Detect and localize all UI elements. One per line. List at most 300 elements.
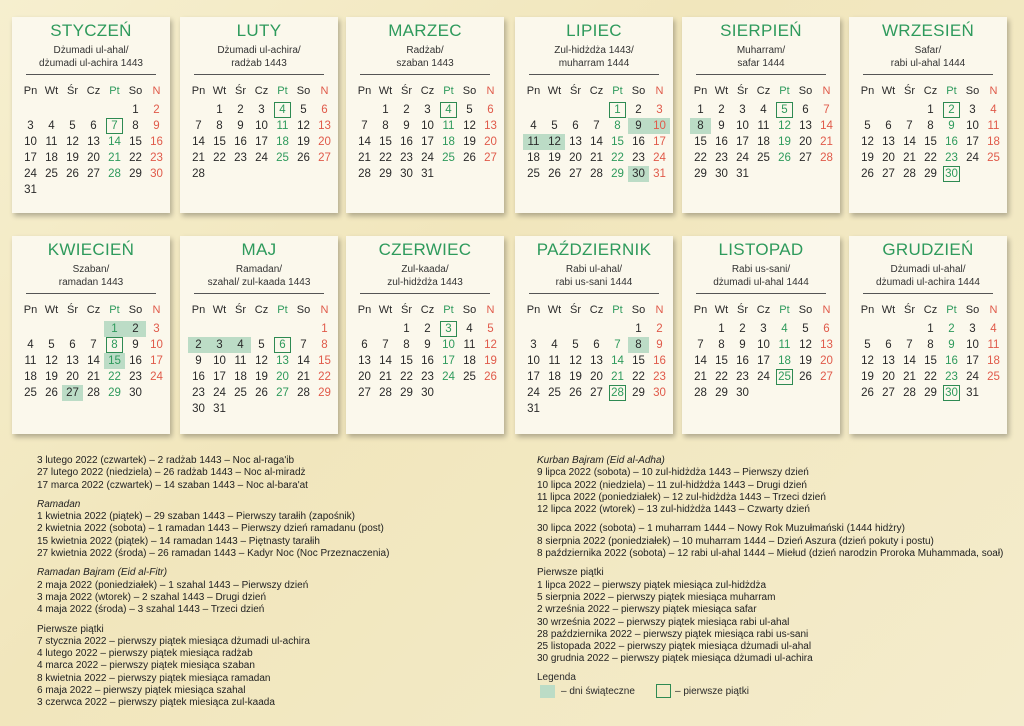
day-cell: 16	[715, 136, 728, 148]
weekday-label: N	[989, 304, 998, 316]
note-line: 4 maja 2022 (środa) – 3 szahal 1443 – Trzeci dzień	[37, 604, 265, 616]
day-cell: 1	[697, 104, 704, 116]
hijri-months	[180, 263, 338, 289]
day-cell: 21	[358, 152, 371, 164]
weekday-label: Śr	[401, 304, 412, 316]
day-cell: 21	[108, 152, 121, 164]
day-cell: 20	[358, 371, 371, 383]
day-cell: 29	[632, 387, 645, 399]
day-cell: 21	[87, 371, 100, 383]
empty-cell	[878, 102, 899, 118]
day-cell: 29	[611, 168, 624, 180]
day-cell: 13	[484, 120, 497, 132]
day-cell: 3	[760, 323, 767, 335]
day-cell: 12	[66, 136, 79, 148]
weekday-label: Pn	[191, 85, 206, 97]
empty-cell	[354, 102, 375, 118]
hijri-line-1: Muharram/	[736, 45, 786, 56]
day-cell: 15	[104, 353, 125, 369]
day-cell: 26	[45, 387, 58, 399]
weekday-label: N	[486, 85, 495, 97]
weekday-label: Śr	[904, 85, 915, 97]
empty-cell	[83, 102, 104, 118]
day-cell: 1	[927, 104, 934, 116]
day-cell: 13	[87, 136, 100, 148]
day-cell: 22	[715, 371, 728, 383]
hijri-line-2: radżab 1443	[231, 58, 287, 69]
day-cell: 16	[400, 136, 413, 148]
weekday-label: Śr	[235, 85, 246, 97]
day-cell: 12	[463, 120, 476, 132]
note-line: 6 maja 2022 – pierwszy piątek miesiąca szahal	[37, 685, 246, 697]
notes-left	[37, 455, 389, 710]
day-cell: 19	[484, 355, 497, 367]
month-name: LIPIEC	[566, 21, 622, 40]
day-cell: 10	[966, 120, 979, 132]
day-cell: 10	[966, 339, 979, 351]
day-cell: 24	[255, 152, 268, 164]
day-cell: 19	[463, 136, 476, 148]
day-cell: 20	[882, 152, 895, 164]
day-cell: 9	[132, 339, 139, 351]
day-cell: 1	[607, 102, 628, 118]
day-cell: 2	[125, 321, 146, 337]
hijri-months	[346, 263, 504, 289]
weekday-label: Cz	[420, 304, 435, 316]
note-line: 3 maja 2022 (wtorek) – 2 szahal 1443 – Drugi dzień	[37, 591, 267, 603]
day-cell: 11	[234, 355, 247, 367]
day-cell: 25	[442, 152, 455, 164]
empty-cell	[188, 102, 209, 118]
day-cell: 22	[400, 371, 413, 383]
weekday-label: Śr	[737, 85, 748, 97]
day-cell: 26	[861, 168, 874, 180]
day-cell: 30	[192, 403, 205, 415]
day-cell: 31	[213, 403, 226, 415]
day-cell: 1	[216, 104, 223, 116]
day-cell: 2	[941, 102, 962, 118]
note-line: 30 grudnia 2022 – pierwszy piątek miesiąca dżumadi ul-achira	[537, 653, 813, 665]
day-cell: 5	[487, 323, 494, 335]
day-cell: 4	[27, 339, 34, 351]
day-cell: 22	[318, 371, 331, 383]
hijri-line-1: Zul-hidżdża 1443/	[554, 45, 634, 56]
day-cell: 6	[885, 339, 892, 351]
day-cell: 16	[192, 371, 205, 383]
weekday-label: Pt	[946, 85, 957, 97]
day-cell: 9	[237, 120, 244, 132]
empty-cell	[544, 321, 565, 337]
month-card	[515, 17, 673, 213]
day-cell: 29	[924, 168, 937, 180]
day-cell: 18	[276, 136, 289, 148]
day-cell: 22	[632, 371, 645, 383]
empty-cell	[523, 102, 544, 118]
hijri-line-1: Radżab/	[406, 45, 444, 56]
weekday-label: N	[822, 85, 831, 97]
day-cell: 10	[213, 355, 226, 367]
weekday-label: Śr	[67, 85, 78, 97]
day-cell: 8	[216, 120, 223, 132]
note-line: Kurban Bajram (Eid al-Adha)	[537, 455, 665, 466]
day-cell: 23	[715, 152, 728, 164]
day-cell: 14	[108, 136, 121, 148]
day-cell: 25	[774, 369, 795, 385]
day-cell: 4	[272, 102, 293, 118]
day-cell: 11	[757, 120, 770, 132]
day-cell: 21	[820, 136, 833, 148]
day-cell: 25	[548, 387, 561, 399]
day-cell: 30	[421, 387, 434, 399]
weekday-label: Pt	[109, 304, 120, 316]
day-cell: 16	[945, 355, 958, 367]
legend-holiday-swatch	[540, 685, 555, 698]
day-cell: 14	[820, 120, 833, 132]
day-cell: 11	[276, 120, 289, 132]
day-cell: 31	[527, 403, 540, 415]
day-cell: 6	[90, 120, 97, 132]
day-cell: 29	[400, 387, 413, 399]
day-cell: 15	[379, 136, 392, 148]
weekday-label: Cz	[756, 304, 771, 316]
hijri-months	[180, 44, 338, 70]
note-line: 3 lutego 2022 (czwartek) – 2 radżab 1443 – Noc al-raga'ib	[37, 455, 295, 466]
day-cell: 30	[715, 168, 728, 180]
weekday-label: Wt	[44, 304, 59, 316]
day-cell: 5	[774, 102, 795, 118]
day-cell: 3	[739, 104, 746, 116]
empty-cell	[104, 102, 125, 118]
day-cell: 17	[213, 371, 226, 383]
month-card	[849, 17, 1007, 213]
weekday-label: So	[965, 304, 980, 316]
legend-title: Legenda	[537, 672, 576, 683]
day-cell: 23	[632, 152, 645, 164]
day-cell: 28	[607, 385, 628, 401]
spacer	[537, 516, 1003, 523]
day-cell: 8	[132, 120, 139, 132]
day-cell: 31	[736, 168, 749, 180]
day-cell: 24	[213, 387, 226, 399]
day-cell: 3	[438, 321, 459, 337]
note-line: 30 lipca 2022 (sobota) – 1 muharram 1444 – Nowy Rok Muzułmański (1444 hidżry)	[537, 523, 905, 535]
divider	[194, 74, 324, 75]
day-cell: 3	[969, 104, 976, 116]
empty-cell	[20, 321, 41, 337]
note-line: 7 stycznia 2022 – pierwszy piątek miesiąca dżumadi ul-achira	[37, 635, 310, 647]
day-cell: 23	[945, 152, 958, 164]
day-cell: 11	[45, 136, 58, 148]
day-cell: 15	[694, 136, 707, 148]
day-cell: 28	[192, 168, 205, 180]
empty-cell	[565, 102, 586, 118]
day-cell: 10	[736, 120, 749, 132]
month-card	[346, 17, 504, 213]
day-cell: 2	[718, 104, 725, 116]
day-cell: 11	[463, 339, 476, 351]
empty-cell	[899, 321, 920, 337]
day-cell: 9	[153, 120, 160, 132]
day-cell: 13	[590, 355, 603, 367]
day-cell: 23	[653, 371, 666, 383]
day-cell: 30	[129, 387, 142, 399]
day-cell: 7	[104, 118, 125, 134]
day-cell: 2	[403, 104, 410, 116]
note-line: 5 sierpnia 2022 – pierwszy piątek miesiąca muharram	[537, 591, 776, 603]
weekday-label: Śr	[235, 304, 246, 316]
month-name: GRUDZIEŃ	[882, 240, 974, 259]
weekday-label: Pn	[357, 304, 372, 316]
legend-holiday-label: – dni świąteczne	[561, 686, 635, 697]
day-cell: 10	[442, 339, 455, 351]
day-cell: 20	[569, 152, 582, 164]
day-cell: 27	[318, 152, 331, 164]
day-cell: 25	[987, 152, 1000, 164]
day-cell: 27	[590, 387, 603, 399]
day-cell: 9	[195, 355, 202, 367]
month-name: PAŹDZIERNIK	[536, 240, 652, 259]
weekday-header	[523, 83, 673, 99]
note-line: Pierwsze piątki	[537, 567, 604, 579]
empty-cell	[690, 321, 711, 337]
day-cell: 18	[442, 136, 455, 148]
month-card	[515, 236, 673, 434]
days-grid	[690, 102, 840, 182]
empty-cell	[230, 321, 251, 337]
day-cell: 26	[66, 168, 79, 180]
day-cell: 28	[297, 387, 310, 399]
day-cell: 20	[66, 371, 79, 383]
day-cell: 20	[87, 152, 100, 164]
day-cell: 25	[527, 168, 540, 180]
day-cell: 21	[379, 371, 392, 383]
day-cell: 14	[379, 355, 392, 367]
day-cell: 12	[297, 120, 310, 132]
day-cell: 27	[820, 371, 833, 383]
day-cell: 27	[276, 387, 289, 399]
day-cell: 28	[590, 168, 603, 180]
day-cell: 29	[694, 168, 707, 180]
day-cell: 15	[715, 355, 728, 367]
day-cell: 30	[941, 385, 962, 401]
day-cell: 13	[318, 120, 331, 132]
weekday-label: N	[822, 304, 831, 316]
day-cell: 30	[150, 168, 163, 180]
day-cell: 13	[569, 136, 582, 148]
day-cell: 13	[820, 339, 833, 351]
day-cell: 12	[544, 134, 565, 150]
note-line: 1 lipca 2022 – pierwszy piątek miesiąca zul-hidżdża	[537, 579, 767, 591]
weekday-label: Pn	[693, 85, 708, 97]
day-cell: 14	[611, 355, 624, 367]
day-cell: 13	[276, 355, 289, 367]
day-cell: 9	[718, 120, 725, 132]
day-cell: 3	[27, 120, 34, 132]
spacer	[537, 560, 1003, 567]
day-cell: 26	[255, 387, 268, 399]
day-cell: 6	[802, 104, 809, 116]
day-cell: 23	[129, 371, 142, 383]
day-cell: 19	[297, 136, 310, 148]
month-card	[346, 236, 504, 434]
weekday-label: Pt	[612, 85, 623, 97]
day-cell: 12	[45, 355, 58, 367]
weekday-label: Pn	[693, 304, 708, 316]
day-cell: 15	[632, 355, 645, 367]
days-grid	[20, 321, 170, 401]
day-cell: 5	[69, 120, 76, 132]
day-cell: 29	[129, 168, 142, 180]
weekday-label: Pt	[612, 304, 623, 316]
day-cell: 22	[611, 152, 624, 164]
day-cell: 31	[653, 168, 666, 180]
day-cell: 30	[941, 166, 962, 182]
day-cell: 18	[527, 152, 540, 164]
day-cell: 2	[237, 104, 244, 116]
month-name: CZERWIEC	[378, 240, 472, 259]
weekday-label: So	[631, 85, 646, 97]
hijri-months	[515, 263, 673, 289]
day-cell: 19	[778, 136, 791, 148]
day-cell: 16	[632, 136, 645, 148]
hijri-line-2: dżumadi ul-achira 1443	[39, 58, 143, 69]
day-cell: 9	[739, 339, 746, 351]
day-cell: 10	[255, 120, 268, 132]
days-grid	[20, 102, 170, 198]
day-cell: 7	[195, 120, 202, 132]
weekday-label: N	[989, 85, 998, 97]
day-cell: 14	[590, 136, 603, 148]
hijri-line-1: Ramadan/	[235, 264, 283, 275]
empty-cell	[586, 102, 607, 118]
day-cell: 19	[548, 152, 561, 164]
hijri-line-1: Dżumadi ul-ahal/	[53, 45, 129, 56]
weekday-label: Wt	[378, 304, 393, 316]
day-cell: 14	[358, 136, 371, 148]
day-cell: 22	[924, 371, 937, 383]
note-line: 9 lipca 2022 (sobota) – 10 zul-hidżdża 1443 – Pierwszy dzień	[537, 467, 809, 479]
day-cell: 24	[966, 152, 979, 164]
day-cell: 20	[484, 136, 497, 148]
day-cell: 15	[400, 355, 413, 367]
day-cell: 28	[903, 387, 916, 399]
day-cell: 10	[24, 136, 37, 148]
day-cell: 4	[530, 120, 537, 132]
weekday-label: Śr	[570, 85, 581, 97]
day-cell: 27	[358, 387, 371, 399]
divider	[863, 293, 993, 294]
day-cell: 9	[628, 118, 649, 134]
days-grid	[188, 321, 338, 417]
day-cell: 17	[150, 355, 163, 367]
day-cell: 2	[739, 323, 746, 335]
note-line: 2 września 2022 – pierwszy piątek miesiąca safar	[537, 604, 757, 616]
day-cell: 17	[255, 136, 268, 148]
hijri-line-2: rabi ul-ahal 1444	[890, 58, 966, 69]
day-cell: 30	[400, 168, 413, 180]
day-cell: 27	[799, 152, 812, 164]
days-grid	[523, 321, 673, 417]
day-cell: 3	[209, 337, 230, 353]
day-cell: 3	[258, 104, 265, 116]
day-cell: 29	[318, 387, 331, 399]
weekday-label: N	[320, 85, 329, 97]
day-cell: 23	[736, 371, 749, 383]
empty-cell	[878, 321, 899, 337]
day-cell: 30	[653, 387, 666, 399]
weekday-label: Śr	[570, 304, 581, 316]
note-line: 30 września 2022 – pierwszy piątek miesiąca rabi ul-ahal	[537, 616, 790, 628]
day-cell: 11	[987, 120, 1000, 132]
weekday-label: Pn	[860, 304, 875, 316]
day-cell: 6	[885, 120, 892, 132]
note-line: 8 sierpnia 2022 (poniedziałek) – 10 muharram 1444 – Dzień Aszura (dzień pokuty i postu)	[537, 535, 934, 547]
empty-cell	[586, 321, 607, 337]
note-line: 8 kwietnia 2022 – pierwszy piątek miesiąca ramadan	[37, 672, 271, 684]
day-cell: 2	[948, 323, 955, 335]
day-cell: 1	[382, 104, 389, 116]
day-cell: 7	[906, 120, 913, 132]
weekday-label: Cz	[420, 85, 435, 97]
empty-cell	[62, 321, 83, 337]
day-cell: 8	[614, 120, 621, 132]
weekday-label: Cz	[86, 85, 101, 97]
day-cell: 26	[799, 371, 812, 383]
day-cell: 7	[906, 339, 913, 351]
weekday-label: So	[798, 304, 813, 316]
day-cell: 25	[24, 387, 37, 399]
day-cell: 13	[799, 120, 812, 132]
hijri-line-1: Rabi us-sani/	[731, 264, 791, 275]
weekday-label: So	[296, 85, 311, 97]
day-cell: 4	[781, 323, 788, 335]
weekday-label: Wt	[212, 304, 227, 316]
day-cell: 12	[861, 136, 874, 148]
note-line: 2 kwietnia 2022 (sobota) – 1 ramadan 1443 – Pierwszy dzień ramadanu (post)	[37, 523, 384, 535]
day-cell: 15	[129, 136, 142, 148]
day-cell: 24	[757, 371, 770, 383]
note-line: 15 kwietnia 2022 (piątek) – 14 ramadan 1443 – Piętnasty tarałih	[37, 535, 320, 547]
divider	[863, 74, 993, 75]
empty-cell	[607, 321, 628, 337]
weekday-label: Wt	[714, 85, 729, 97]
day-cell: 23	[400, 152, 413, 164]
day-cell: 17	[966, 136, 979, 148]
weekday-header	[20, 302, 170, 318]
note-line: Ramadan	[37, 498, 81, 510]
hijri-line-1: Dżumadi ul-ahal/	[890, 264, 966, 275]
weekday-label: Pn	[191, 304, 206, 316]
weekday-label: Wt	[44, 85, 59, 97]
month-name: WRZESIEŃ	[881, 21, 975, 40]
days-grid	[354, 102, 504, 182]
days-grid	[188, 102, 338, 182]
weekday-header	[523, 302, 673, 318]
day-cell: 17	[736, 136, 749, 148]
day-cell: 7	[361, 120, 368, 132]
day-cell: 21	[903, 152, 916, 164]
day-cell: 27	[569, 168, 582, 180]
day-cell: 13	[66, 355, 79, 367]
day-cell: 16	[736, 355, 749, 367]
weekday-label: So	[296, 304, 311, 316]
day-cell: 11	[442, 120, 455, 132]
day-cell: 7	[300, 339, 307, 351]
note-line: Ramadan Bajram (Eid al-Fitr)	[37, 567, 168, 579]
weekday-label: Wt	[547, 85, 562, 97]
day-cell: 22	[213, 152, 226, 164]
day-cell: 19	[45, 371, 58, 383]
